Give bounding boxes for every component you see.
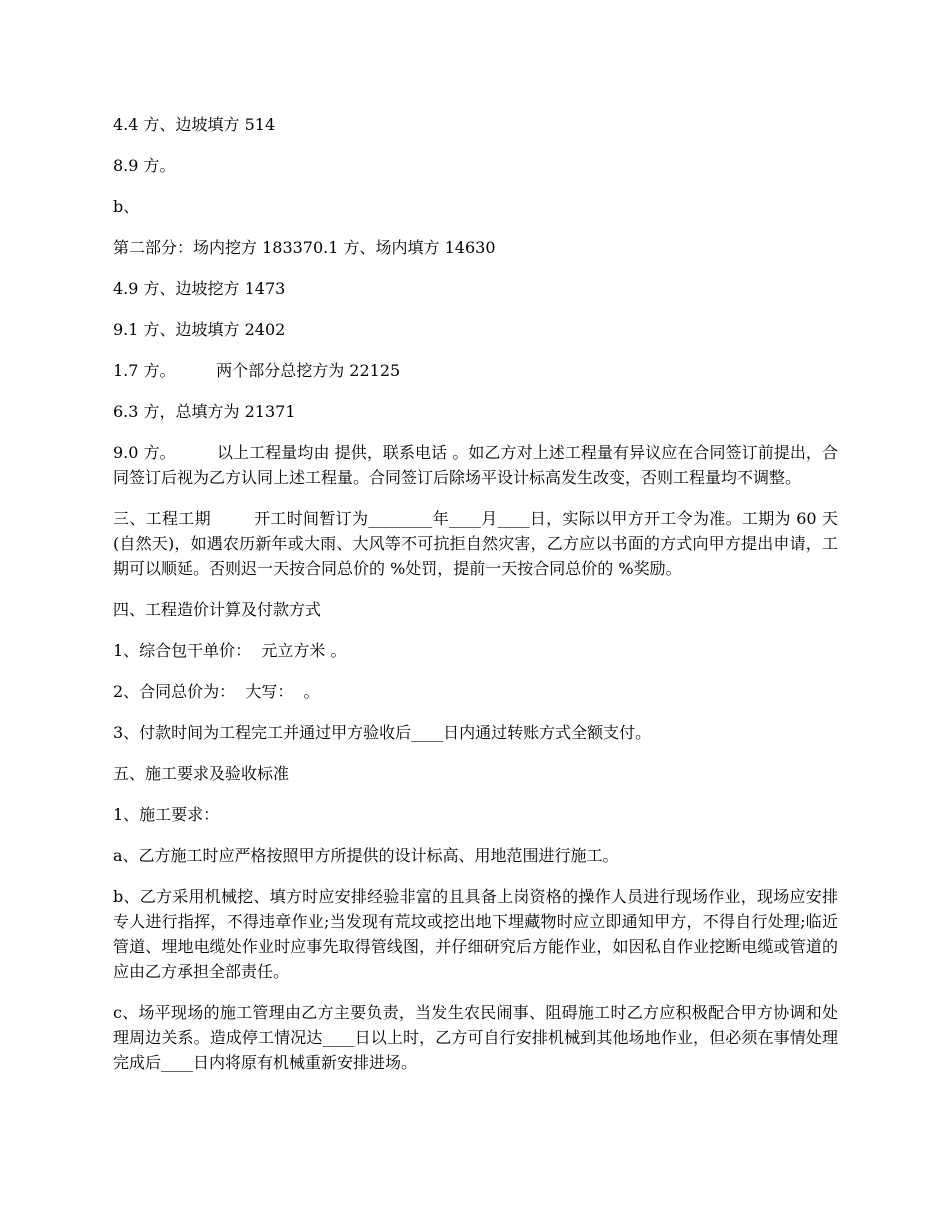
unit-price-item: 1、综合包干单价： 元立方米 。 [113,641,347,660]
requirement-a: a、乙方施工时应严格按照甲方所提供的设计标高、用地范围进行施工。 [113,846,619,865]
construction-requirements-heading: 1、施工要求： [113,805,220,824]
section-5-heading: 五、施工要求及验收标准 [113,764,290,783]
requirement-b: b、乙方采用机械挖、填方时应安排经验非富的且具备上岗资格的操作人员进行现场作业，现场应安排专人进行指挥，不得违章作业;当发现有荒坟或挖出地下埋藏物时应立即通知甲方，不得自行处理;临近管道、埋地电缆处作业时应事先取得管线图，并仔细研究后方能作业，如因私自作业挖断电缆或管道的应由乙方承担全部责任。 [113,887,838,981]
paragraph-7: 1.7 方。 两个部分总挖方为 22125 [113,361,401,380]
paragraph-3: b、 [113,197,140,216]
document-body [113,112,838,1091]
section-4-heading: 四、工程造价计算及付款方式 [113,600,322,619]
paragraph-8: 6.3 方，总填方为 21371 [113,402,296,421]
paragraph-5: 4.9 方、边坡挖方 1473 [113,279,286,298]
paragraph-1: 4.4 方、边坡填方 514 [113,115,276,134]
paragraph-4: 第二部分：场内挖方 183370.1 方、场内填方 14630 [113,238,496,257]
paragraph-6: 9.1 方、边坡填方 2402 [113,320,286,339]
total-price-item: 2、合同总价为： 大写： 。 [113,682,320,701]
section-3-construction-period: 三、工程工期 开工时间暂订为________年____月____日，实际以甲方开工令为准。工期为 60 天(自然天)，如遇农历新年或大雨、大风等不可抗拒自然灾害，乙方应以书面的方式向甲方提出申请，工期可以顺延。否则迟一天按合同总价的 %处罚，提前一天按合同总价的 %奖励。 [113,509,838,578]
paragraph-9: 9.0 方。 以上工程量均由 提供，联系电话 。如乙方对上述工程量有异议应在合同签订前提出，合同签订后视为乙方认同上述工程量。合同签订后除场平设计标高发生改变，否则工程量均不调整。 [113,443,838,487]
paragraph-2: 8.9 方。 [113,156,176,175]
payment-time-item: 3、付款时间为工程完工并通过甲方验收后____日内通过转账方式全额支付。 [113,723,652,742]
requirement-c: c、场平现场的施工管理由乙方主要负责，当发生农民闹事、阻碍施工时乙方应积极配合甲方协调和处理周边关系。造成停工情况达____日以上时，乙方可自行安排机械到其他场地作业，但必须在事情处理完成后____日内将原有机械重新安排进场。 [113,1003,838,1072]
